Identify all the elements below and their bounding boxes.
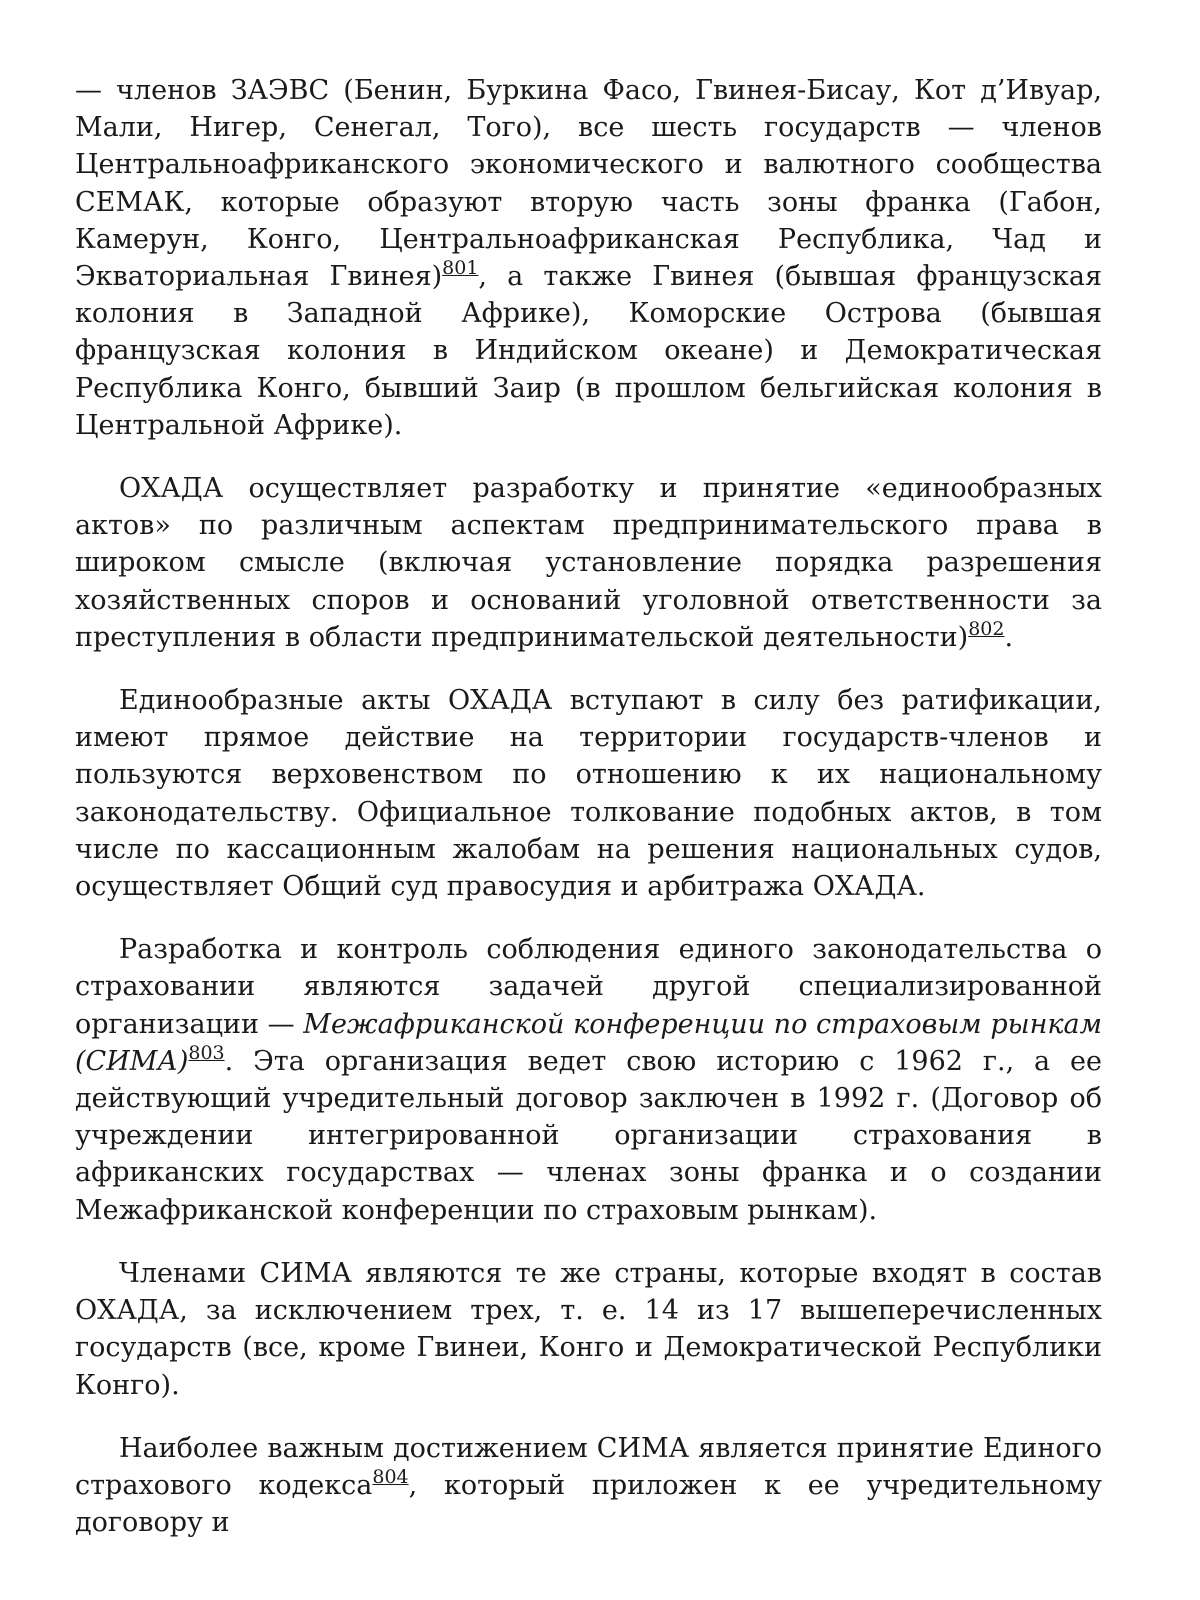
paragraph-text: Членами СИМА являются те же страны, которые входят в состав ОХАДА, за исключением трех, т. е. 14 из 17 вышеперечисленных государств (все, кроме Гвинеи, Конго и Демократической Республики Конго). (75, 1257, 1102, 1401)
paragraph-text: , который приложен к ее учредительному договору и (75, 1469, 1102, 1539)
paragraph-text: Разработка и контроль соблюдения единого законодательства о страховании являются задачей другой специализированной организации — (75, 934, 1102, 1040)
paragraph-text: , а также Гвинея (бывшая французская колония в Западной Африке), Коморские Острова (бывшая французская колония в Индийском океане) и Демократическая Республика Конго, бывший Заир (в прошлом бельгийская колония в Центральной Африке). (75, 261, 1102, 441)
document-page (75, 72, 1102, 1567)
paragraph-text: . (1004, 621, 1014, 653)
paragraph-text: — членов ЗАЭВС (Бенин, Буркина Фасо, Гвинея-Бисау, Кот д’Ивуар, Мали, Нигер, Сенегал, Того), все шесть государств — членов Центральноафриканского экономического и валютного сообщества СЕМАК, которые образуют вторую часть зоны франка (Габон, Камерун, Конго, Центральноафриканская Республика, Чад и Экваториальная Гвинея) (75, 75, 1102, 293)
paragraph-continuation (75, 72, 1102, 444)
paragraph-cima-members (75, 1255, 1102, 1404)
paragraph-insurance-code (75, 1430, 1102, 1542)
footnote-link-803[interactable]: 803 (188, 1041, 225, 1064)
paragraph-cima (75, 931, 1102, 1229)
paragraph-text: ОХАДА осуществляет разработку и принятие «единообразных актов» по различным аспектам предпринимательского права в широком смысле (включая установление порядка разрешения хозяйственных споров и оснований уголовной ответственности за преступления в области предпринимательской деятельности) (75, 473, 1102, 653)
paragraph-uniform-acts (75, 682, 1102, 905)
footnote-link-802[interactable]: 802 (968, 617, 1005, 640)
footnote-link-801[interactable]: 801 (442, 257, 479, 280)
paragraph-text: Наиболее важным достижением СИМА является принятие Единого страхового кодекса (75, 1432, 1102, 1501)
paragraph-text: Единообразные акты ОХАДА вступают в силу без ратификации, имеют прямое действие на территории государств-членов и пользуются верховенством по отношению к их национальному законодательству. Официальное толкование подобных актов, в том числе по кассационным жалобам на решения национальных судов, осуществляет Общий суд правосудия и арбитража ОХАДА. (75, 685, 1102, 903)
paragraph-text: . Эта организация ведет свою историю с 1962 г., а ее действующий учредительный договор заключен в 1992 г. (Договор об учреждении интегрированной организации страхования в африканских государствах — членах зоны франка и о создании Межафриканской конференции по страховым рынкам). (75, 1045, 1102, 1226)
footnote-link-804[interactable]: 804 (372, 1465, 409, 1488)
paragraph-ohada-acts (75, 470, 1102, 656)
cima-term: Межафриканской конференции по страховым рынкам (СИМА) (75, 1008, 1103, 1077)
